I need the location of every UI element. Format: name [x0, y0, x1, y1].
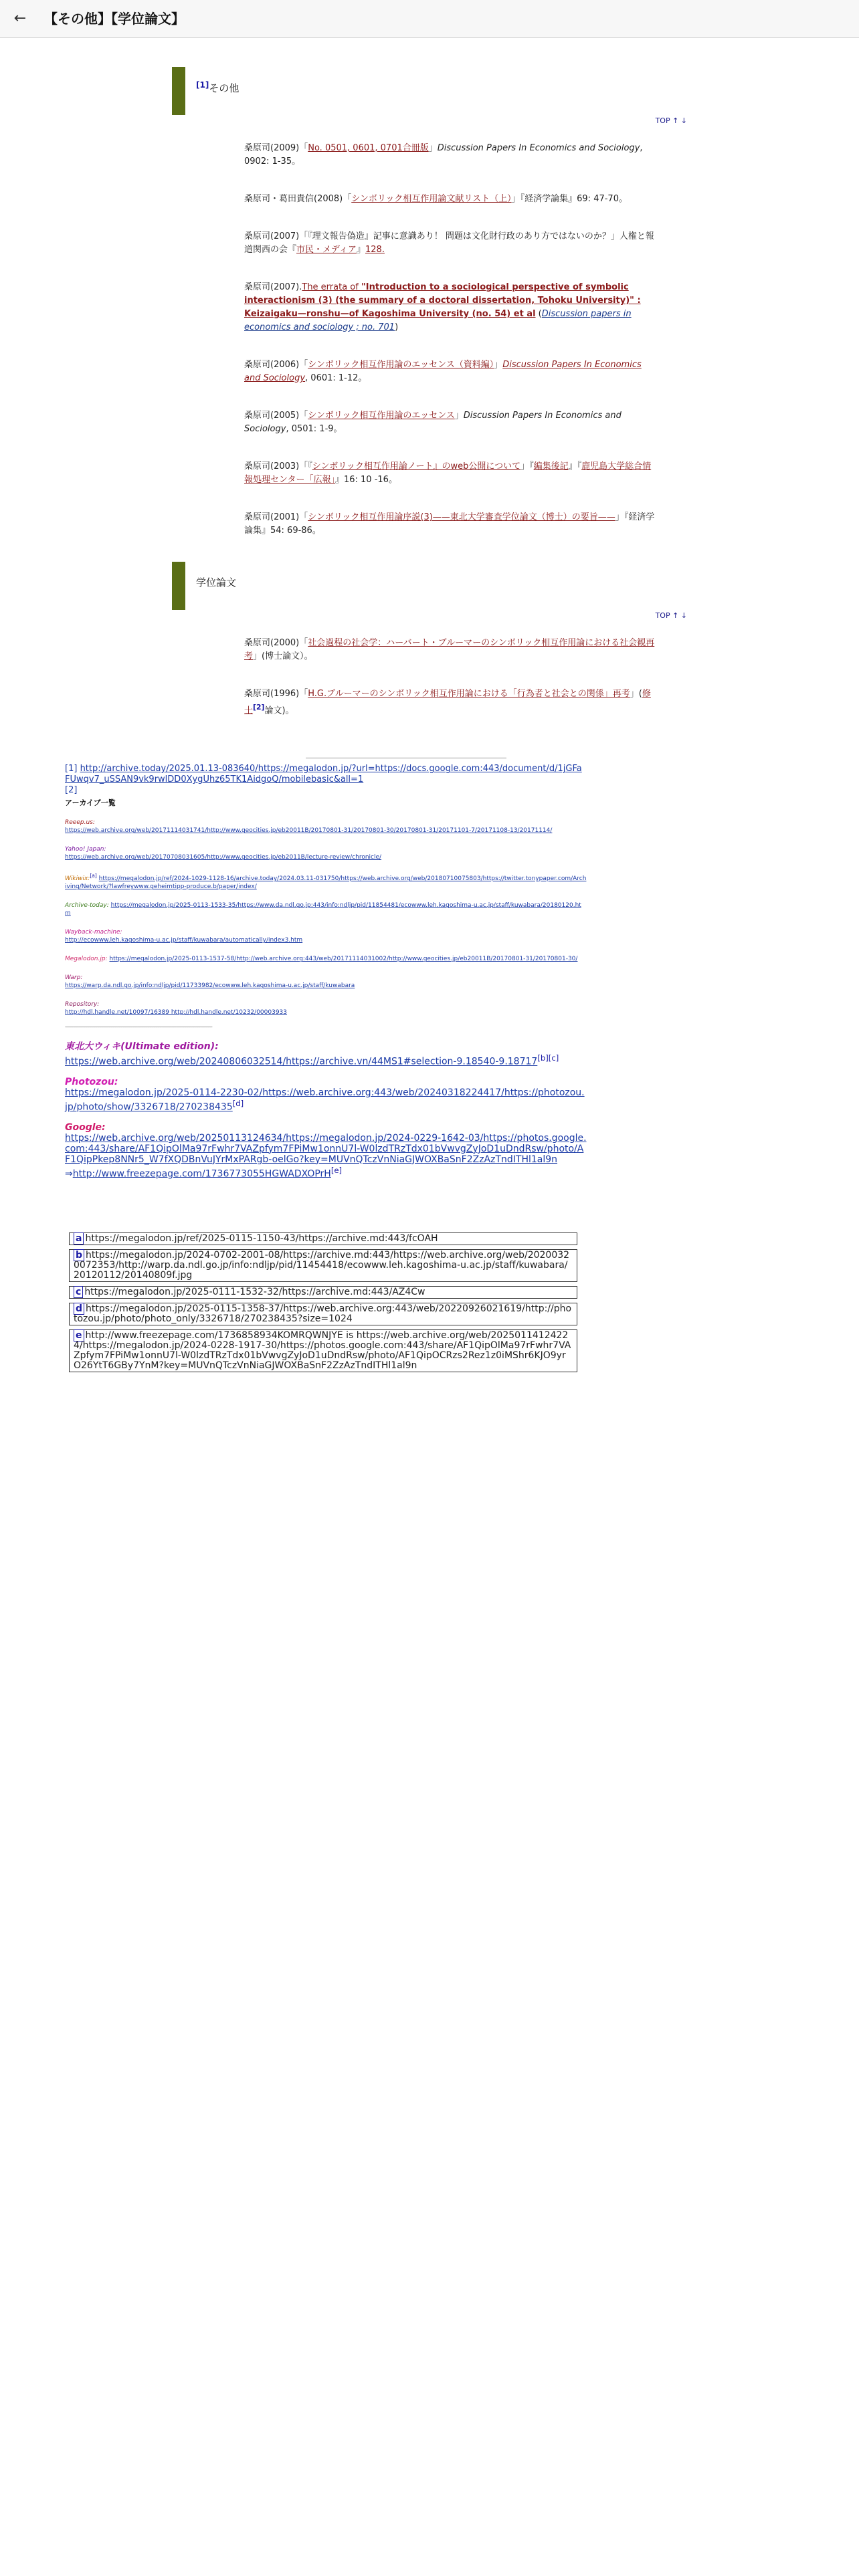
- entry-2007b: 桑原司(2007).The errata of "Introduction to a sociological perspective of symbolic interactionism (3) (the summary of a doctoral dissertation, Tohoku University)" : Keizaigaku—ronshu—of Kagoshima University (no. 54) et al (Discussion papers in economics and sociology ; no. 701): [244, 282, 641, 332]
- top-app-bar: [0, 0, 859, 38]
- archive-link[interactable]: http://ecowww.leh.kagoshima-u.ac.jp/staff/kuwabara/automatically/index3.htm: [65, 937, 303, 944]
- footnote-ref-1[interactable]: [1]: [196, 80, 209, 90]
- archive-item: Wikiwix:[a] https://megalodon.jp/ref/2024-1029-1128-16/archive.today/2024.03.11-031750/https://web.archive.org/web/20180710075803/https://twitter.tonypaper.com/Archiving/Network/?lawfreywww.geheimtipp-produce.b/paper/index/: [65, 873, 587, 891]
- archive-list-heading: アーカイブ一覧: [65, 798, 116, 808]
- note-c: c https://megalodon.jp/2025-0111-1532-32/https://archive.md:443/AZ4Cw: [69, 1286, 577, 1299]
- footnote-ref-2[interactable]: [2]: [253, 703, 265, 712]
- archive-link[interactable]: https://web.archive.org/web/20170708031605/http://www.geocities.jp/eb2011B/lecture-review/chronicle/: [65, 854, 382, 861]
- archive-item: Warp: https://warp.da.ndl.go.jp/info:ndljp/pid/11733982/ecowww.leh.kagoshima-u.ac.jp/staff/kuwabara: [65, 974, 355, 990]
- freezepage-link[interactable]: http://www.freezepage.com/1736773055HGWADXOPrH: [72, 1168, 331, 1180]
- entry-link[interactable]: シンボリック相互作用論ノート』のweb公開について: [312, 461, 521, 471]
- entry-link[interactable]: シンボリック相互作用論のエッセンス（資料編）: [308, 360, 494, 370]
- archive-item: Repository: http://hdl.handle.net/10097/16389 http://hdl.handle.net/10232/00003933: [65, 1001, 287, 1016]
- entry-link[interactable]: 修士: [244, 689, 651, 716]
- entry-link[interactable]: 社会過程の社会学：ハーバート・ブルーマーのシンボリック相互作用論における社会観再考: [244, 638, 655, 661]
- section-header-other: [172, 67, 687, 115]
- entry-2003: 桑原司(2003)「『シンボリック相互作用論ノート』のweb公開について」『編集後記』『鹿児島大学総合情報処理センター「広報」』16: 10 -16。: [244, 461, 652, 485]
- archive-link[interactable]: https://web.archive.org/web/20171114031741/http://www.geocities.jp/eb20011B/20170801-31/20170801-30/20170801-31/20171101-7/20171108-13/20171114/: [65, 827, 553, 835]
- entry-link[interactable]: No. 0501, 0601, 0701合冊版: [308, 143, 429, 153]
- entry-2005: 桑原司(2005)「シンボリック相互作用論のエッセンス」Discussion Papers In Economics and Sociology, 0501: 1-9。: [244, 411, 622, 434]
- archive-link[interactable]: https://warp.da.ndl.go.jp/info:ndljp/pid/11733982/ecowww.leh.kagoshima-u.ac.jp/staff/kuwabara: [65, 982, 355, 990]
- google-link-row: https://web.archive.org/web/20250113124634/https://megalodon.jp/2024-0229-1642-03/https://photos.google.com:443/share/AF1QipOlMa97rFwhr7VAZpfym7FPiMw1onnU7l-W0lzdTRzTdx01bVwvgZyJoD1uDndRsw/photo/AF1QipPkep8NNr5_W7fXQDBnVuJYrMxPARgb-oelGo?key=MUVnQTczVnNiaGJWOXBaSnF2ZzAzTndITHl1al9n ⇒http://www.freezepage.com/1736773055HGWADXOPrH[e]: [65, 1132, 587, 1180]
- archive-item: Megalodon.jp: https://megalodon.jp/2025-0113-1537-58/http://web.archive.org:443/web/20171114031002/http://www.geocities.jp/eb20011B/20170801-31/20170801-30/: [65, 956, 578, 963]
- top-link[interactable]: TOP ↑ ↓: [655, 116, 687, 125]
- entry-link[interactable]: H.G.ブルーマーのシンボリック相互作用論における「行為者と社会との関係」再考: [308, 689, 630, 699]
- footnote-link[interactable]: http://archive.today/2025.01.13-083640/https://megalodon.jp/?url=https://docs.google.com:443/document/d/1jGFaFUwqv7_uSSAN9vk9rwlDD0XygUhz65TK1AidgoQ/mobilebasic&all=1: [65, 764, 582, 785]
- entry-2009: 桑原司(2009)「No. 0501, 0601, 0701合冊版」Discussion Papers In Economics and Sociology, 0902: 1-35。: [244, 143, 643, 167]
- archive-item: Wayback-machine: http://ecowww.leh.kagoshima-u.ac.jp/staff/kuwabara/automatically/index3.htm: [65, 929, 303, 944]
- note-a: a https://megalodon.jp/ref/2025-0115-1150-43/https://archive.md:443/fcOAH: [69, 1232, 577, 1245]
- google-link[interactable]: https://web.archive.org/web/20250113124634/https://megalodon.jp/2024-0229-1642-03/https://photos.google.com:443/share/AF1QipOlMa97rFwhr7VAZpfym7FPiMw1onnU7l-W0lzdTRzTdx01bVwvgZyJoD1uDndRsw/photo/AF1QipPkep8NNr5_W7fXQDBnVuJYrMxPARgb-oelGo?key=MUVnQTczVnNiaGJWOXBaSnF2ZzAzTndITHl1al9n: [65, 1132, 587, 1165]
- entry-link[interactable]: Discussion Papers In Economics and Sociology: [244, 360, 642, 383]
- top-link[interactable]: TOP ↑ ↓: [655, 611, 687, 620]
- note-b: b https://megalodon.jp/2024-0702-2001-08/https://archive.md:443/https://web.archive.org/web/20200320072353/http://warp.da.ndl.go.jp/info:ndljp/pid/11454418/ecowww.leh.kagoshima-u.ac.jp/staff/kuwabara/20120112/20140809f.jpg: [69, 1249, 577, 1282]
- separator-line: ------------------------------------------------------------------------------------------------------------------------------------------------: [65, 1025, 212, 1031]
- photozou-label: Photozou:: [65, 1076, 118, 1087]
- archive-link[interactable]: https://megalodon.jp/ref/2024-1029-1128-16/archive.today/2024.03.11-031750/https://web.archive.org/web/20180710075803/https://twitter.tonypaper.com/Archiving/Network/?lawfreywww.geheimtipp-produce.b/paper/index/: [65, 875, 587, 891]
- photozou-link[interactable]: https://megalodon.jp/2025-0114-2230-02/https://web.archive.org:443/web/20240318224417/https://photozou.jp/photo/show/3326718/270238435: [65, 1087, 585, 1113]
- entry-link[interactable]: Discussion papers in economics and sociology ; no. 701: [244, 309, 632, 332]
- entry-2008: 桑原司・葛田貴信(2008)「シンボリック相互作用論文献リスト（上）」『経済学論集』69: 47-70。: [244, 194, 628, 204]
- entry-2001: 桑原司(2001)「シンボリック相互作用論序説(3)——東北大学審査学位論文（博士）の要旨——」『経済学論集』54: 69-86。: [244, 512, 655, 536]
- archive-link[interactable]: https://megalodon.jp/2025-0113-1537-58/http://web.archive.org:443/web/20171114031002/http://www.geocities.jp/eb20011B/20170801-31/20170801-30/: [109, 956, 578, 963]
- footnote-2-block: [65, 785, 587, 1372]
- tohoku-link[interactable]: https://web.archive.org/web/20240806032514/https://archive.vn/44MS1#selection-9.18540-9.18717: [65, 1056, 538, 1067]
- page-title: 【その他】【学位論文】: [44, 11, 185, 27]
- archive-item: Reeep.us: https://web.archive.org/web/20171114031741/http://www.geocities.jp/eb20011B/20170801-31/20170801-30/20170801-31/20171101-7/20171108-13/20171114/: [65, 819, 553, 835]
- note-e: e http://www.freezepage.com/1736858934KOMRQWNJYE is https://web.archive.org/web/20250114124224/https://megalodon.jp/2024-0228-1917-30/https://photos.google.com:443/share/AF1QipOlMa97rFwhr7VAZpfym7FPiMw1onnU7l-W0lzdTRzTdx01bVwvgZyJoD1uDndRsw/photo/AF1QipOCRzs2Rez1z0iMShr6KJO9yrO26YtT6GBy7YnM?key=MUVnQTczVnNiaGJWOXBaSnF2ZzAzTndITHl1al9n: [69, 1329, 577, 1372]
- footnote-1: [1] http://archive.today/2025.01.13-083640/https://megalodon.jp/?url=https://docs.google.com:443/document/d/1jGFaFUwqv7_uSSAN9vk9rwlDD0XygUhz65TK1AidgoQ/mobilebasic&all=1: [65, 764, 582, 785]
- photozou-link-row: https://megalodon.jp/2025-0114-2230-02/https://web.archive.org:443/web/20240318224417/https://photozou.jp/photo/show/3326718/270238435[d]: [65, 1087, 585, 1113]
- entry-link[interactable]: 128.: [365, 245, 385, 255]
- section-color-bar: [172, 562, 185, 610]
- tohoku-label: 東北大ウィキ(Ultimate edition):: [65, 1041, 219, 1053]
- entry-link[interactable]: 編集後記: [533, 461, 569, 471]
- section-title-thesis: 学位論文: [196, 576, 237, 588]
- archive-item: Archive-today: https://megalodon.jp/2025-0113-1533-35/https://www.da.ndl.go.jp:443/info:ndljp/pid/11854481/ecowww.leh.kagoshima-u.ac.jp/staff/kuwabara/20180120.htm: [65, 902, 581, 918]
- section-color-bar: [172, 67, 185, 115]
- archive-link[interactable]: https://megalodon.jp/2025-0113-1533-35/https://www.da.ndl.go.jp:443/info:ndljp/pid/11854481/ecowww.leh.kagoshima-u.ac.jp/staff/kuwabara/20180120.htm: [65, 902, 581, 918]
- tohoku-link-row: https://web.archive.org/web/20240806032514/https://archive.vn/44MS1#selection-9.18540-9.18717[b][c]: [65, 1053, 559, 1067]
- entry-link[interactable]: 市民・メディア: [296, 245, 357, 255]
- entry-link[interactable]: シンボリック相互作用論のエッセンス: [308, 411, 455, 421]
- entry-link[interactable]: The errata of "Introduction to a sociological perspective of symbolic interactionism (3) (the summary of a doctoral dissertation, Tohoku University)" : Keizaigaku—ronshu—of Kagoshima University (no. 54) et al: [244, 282, 641, 319]
- entry-2000: 桑原司(2000)「社会過程の社会学：ハーバート・ブルーマーのシンボリック相互作用論における社会観再考」(博士論文）。: [244, 638, 655, 661]
- footnote-2-label: [2]: [65, 785, 78, 796]
- section-header-thesis: [172, 562, 687, 610]
- footnote-notes: [69, 1232, 577, 1372]
- entry-1996: 桑原司(1996)「H.G.ブルーマーのシンボリック相互作用論における「行為者と社会との関係」再考」(修士[2]論文)。: [244, 689, 651, 716]
- archive-item: Yahoo! Japan: https://web.archive.org/web/20170708031605/http://www.geocities.jp/eb2011B/lecture-review/chronicle/: [65, 846, 382, 861]
- entry-2007a: 桑原司(2007)「『理文報告偽造』記事に意識あり！ 問題は文化財行政のあり方ではないのか？」人権と報道関西の会『市民・メディア』128.: [244, 231, 654, 255]
- section-title-other: [1]その他: [196, 80, 240, 94]
- entry-2006: 桑原司(2006)「シンボリック相互作用論のエッセンス（資料編）」Discussion Papers In Economics and Sociology, 0601: 1-12。: [244, 360, 642, 383]
- back-arrow-icon[interactable]: ←: [13, 10, 27, 27]
- entry-link[interactable]: シンボリック相互作用論序説(3)——東北大学審査学位論文（博士）の要旨——: [308, 512, 615, 522]
- entry-link[interactable]: 鹿児島大学総合情報処理センター「広報」: [244, 461, 652, 485]
- archive-link[interactable]: http://hdl.handle.net/10097/16389 http://hdl.handle.net/10232/00003933: [65, 1009, 287, 1016]
- entry-link[interactable]: シンボリック相互作用論文献リスト（上）: [351, 194, 512, 204]
- google-label: Google:: [65, 1121, 106, 1133]
- document-body: [65, 67, 687, 1376]
- note-d: d https://megalodon.jp/2025-0115-1358-37/https://web.archive.org:443/web/20220926021619/http://photozou.jp/photo/photo_only/3326718/270238435?size=1024: [69, 1303, 577, 1325]
